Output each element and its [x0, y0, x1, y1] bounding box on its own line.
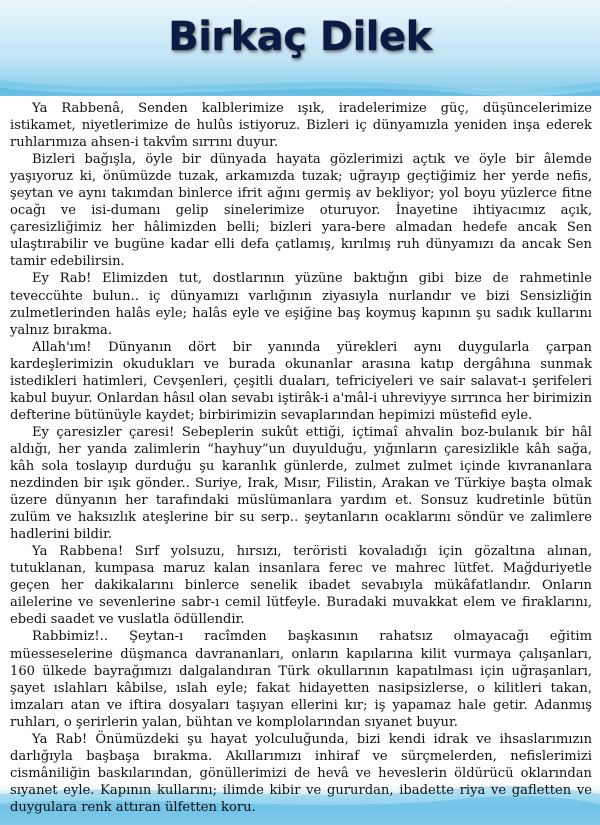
article-body — [10, 100, 592, 816]
page-title: Birkaç Dilek — [168, 14, 432, 60]
paragraph: Allah'ım! Dünyanın dört bir yanında yürekleri aynı duygularla çarpan kardeşlerimizin okudukları ve burada okunanlar arasına katıp dergâhına sunmak istedikleri hatimleri, Cevşenleri, çeşitli duaları, tefriciyeleri ve sair salavat-ı şerifeleri kabul buyur. Onlardan hâsıl olan sevabı iştirâk-i a'mâl-i uhreviyye sırrınca her birimizin defterine bütünüyle kaydet; birbirimizin sevaplarından hepimizi müstefid eyle. — [10, 339, 592, 423]
paragraph: Ya Rabbenâ, Senden kalblerimize ışık, iradelerimize güç, düşüncelerimize istikamet, niyetlerimize de hulûs istiyoruz. Bizleri iç dünyamızla yeniden inşa ederek ruhlarımıza ahsen-i takvîm sırrını duyur. — [10, 101, 592, 151]
paragraph: Ya Rabbena! Sırf yolsuzu, hırsızı, teröristi kovaladığı için gözaltına alınan, tutuklanan, kumpasa maruz kalan insanlara ferec ve mahrec lütfet. Mağduriyetle geçen her dakikalarını binlerce senelik ibadet sevabıyla mükâfatlandır. Onların ailelerine ve sevenlerine sabr-ı cemil lütfeyle. Buradaki muvakkat elem ve firaklarını, ebedi saadet ve vuslatla ödüllendir. — [10, 544, 592, 628]
paragraph: Ey çaresizler çaresi! Sebeplerin sukût ettiği, içtimaî ahvalin boz-bulanık bir hâl aldığı, her yanda zalimlerin “hayhuy”un duyulduğu, yığınların çaresizlikle kâh sağa, kâh sola toslayıp durduğu şu karanlık günlerde, zulmet zulmet içinde kıvrananlara nezdinden bir ışık gönder.. Suriye, Irak, Mısır, Filistin, Arakan ve Türkiye başta olmak üzere dünyanın her tarafındaki müslümanlara yardım et. Sonsuz kudretinle bütün zulüm ve haksızlık ateşlerine bir su serp.. şeytanların ocaklarını söndür ve zalimlere hadlerini bildir. — [10, 424, 592, 543]
paragraph: Ya Rab! Önümüzdeki şu hayat yolculuğunda, bizi kendi idrak ve ihsaslarımızın darlığıyla başbaşa bırakma. Akıllarımızı inhiraf ve sürçmelerden, nefislerimizi cismâniliğin baskılarından, gönüllerimizi de hevâ ve heveslerin öldürücü oklarından sıyanet eyle. Kapının kullarını; ilimde kibir ve gururdan, ibadette riya ve gafletten ve duygulara renk attıran ülfetten koru. — [10, 731, 592, 815]
paragraph: Bizleri bağışla, öyle bir dünyada hayata gözlerimizi açtık ve öyle bir âlemde yaşıyoruz ki, önümüzde tuzak, arkamızda tuzak; uğrayıp geçtiğimiz her yerde nefis, şeytan ve aynı takımdan binlerce ifrit ağını germiş av bekliyor; yol boyu yüzlerce fitne ocağı ve isi-dumanı gelip sinelerimize oturuyor. İnayetine ihtiyacımız açık, çaresizliğimiz her hâlimizden belli; bizleri yara-bere almadan hedefe ancak Sen ulaştırabilir ve bugüne kadar elli defa çatlamış, kırılmış ruh dünyamızı da ancak Sen tamir edebilirsin. — [10, 152, 592, 270]
paragraph: Ey Rab! Elimizden tut, dostlarının yüzüne baktığın gibi bize de rahmetinle teveccühte bulun.. iç dünyamızı varlığının ziyasıyla nurlandır ve bizi Sensizliğin zulmetlerinden halâs eyle; halâs eyle ve eşiğine baş koymuş kapının şu sadık kullarını yalnız bırakma. — [10, 271, 592, 338]
paragraph: Rabbimiz!.. Şeytan-ı racîmden başkasının rahatsız olmayacağı eğitim müesseselerine düşmanca davrananları, onların kapılarına kilit vurmaya çalışanları, 160 ülkede bayrağımızı dalgalandıran Türk okullarının kapatılması için uğraşanları, şayet ıslahları kâbilse, ıslah eyle; fakat hidayetten nasipsizlerse, o kilitleri takan, imzaları atan ve iftira dosyaları taşıyan ellerini kır; iş yapamaz hale getir. Adanmış ruhları, o şerirlerin yalan, bühtan ve komplolarından sıyanet buyur. — [10, 629, 592, 730]
